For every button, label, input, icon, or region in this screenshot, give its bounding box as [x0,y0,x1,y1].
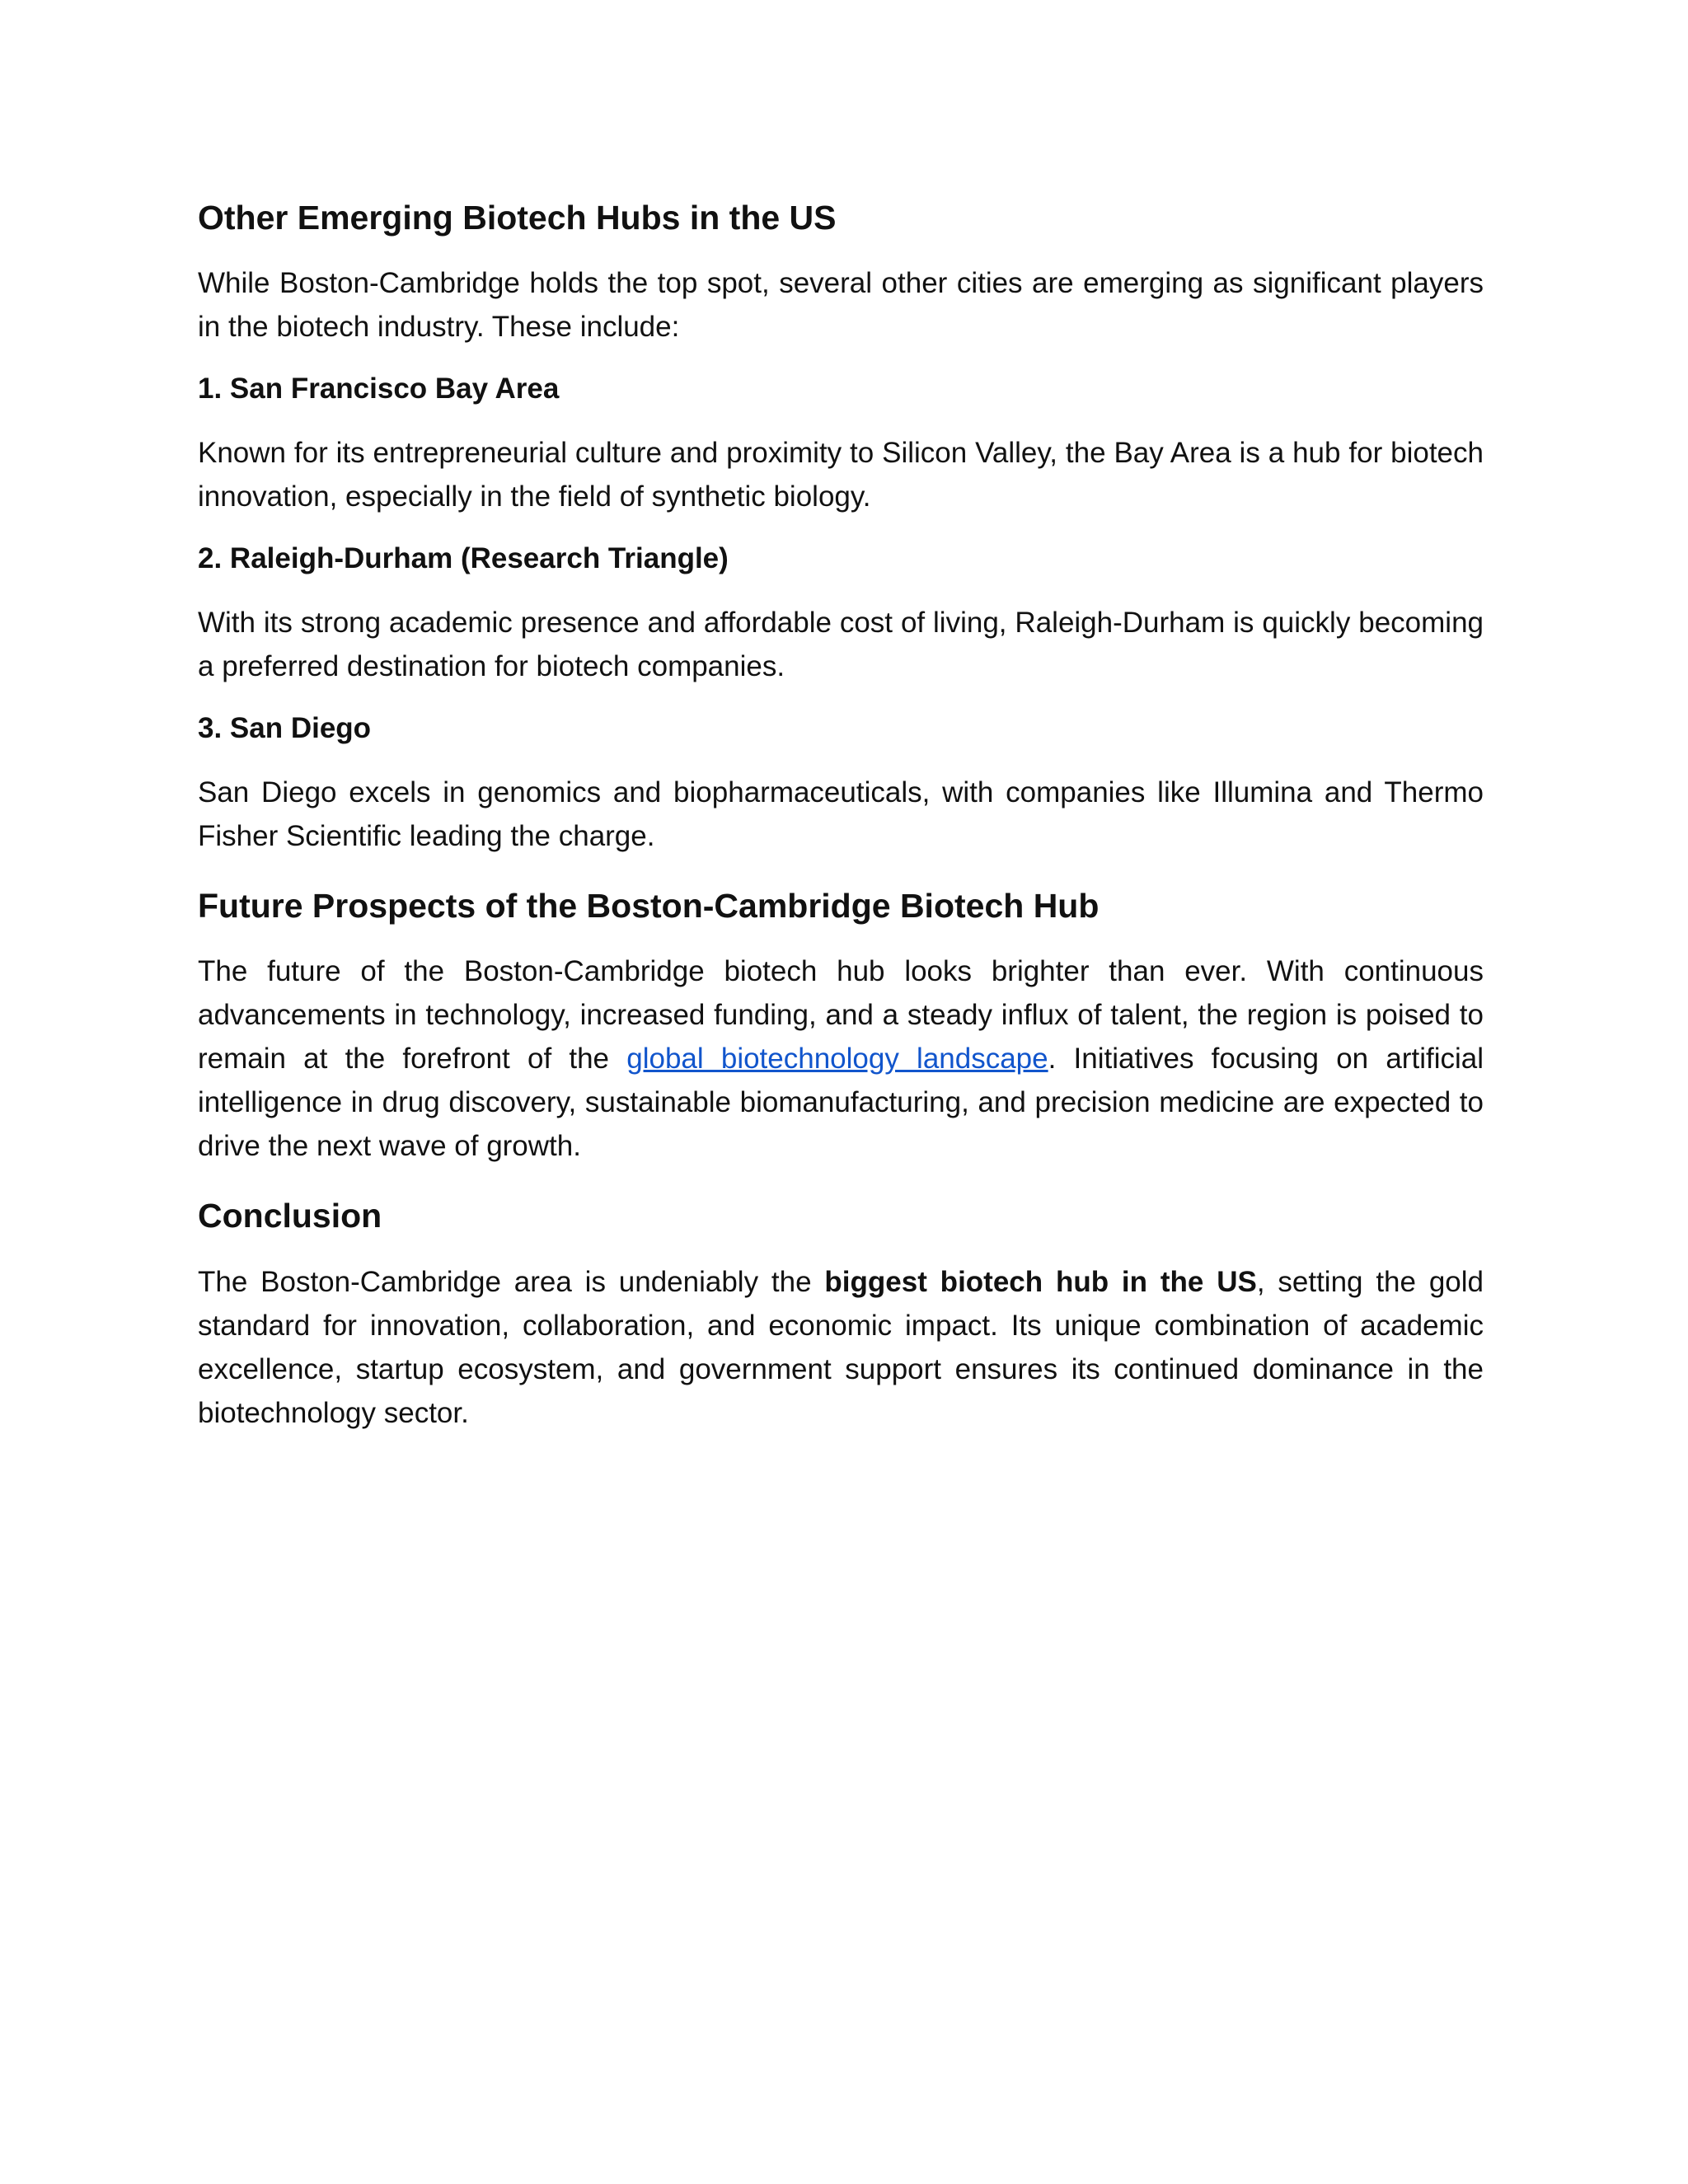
hub-3-title: 3. San Diego [198,712,372,745]
conclusion-text-before-bold: The Boston-Cambridge area is undeniably the [198,1265,825,1298]
conclusion-bold-phrase: biggest biotech hub in the US [824,1265,1257,1298]
future-text-after-link: . Initiatives focusing on artificial intelligence in drug discovery, sustainable biomanufacturing, and precision medicine are expected to drive the next wave of growth. [198,1043,1484,1163]
hub-1-title: 1. San Francisco Bay Area [198,373,560,405]
hub-2-text: With its strong academic presence and affordable cost of living, Raleigh-Durham is quickly becoming a preferred destination for biotech companies. [198,607,1484,683]
conclusion-heading: Conclusion [198,1197,382,1235]
future-text-before-link: The future of the Boston-Cambridge biotech hub looks brighter than ever. With continuous advancements in technology, increased funding, and a steady influx of talent, the region is poised to remain at the forefront of the [198,955,1484,1076]
emerging-hubs-heading: Other Emerging Biotech Hubs in the US [198,199,837,237]
future-prospects-heading: Future Prospects of the Boston-Cambridge Biotech Hub [198,887,1100,926]
conclusion-text-after-bold: , setting the gold standard for innovation, collaboration, and economic impact. Its unique combination of academic excellence, startup ecosystem, and government support ensures its continued dominance in the biotechnology sector. [198,1265,1484,1429]
emerging-hubs-intro: While Boston-Cambridge holds the top spot, several other cities are emerging as significant players in the biotech industry. These include: [198,267,1484,344]
conclusion-paragraph [198,1260,1484,1435]
future-prospects-paragraph [198,949,1484,1168]
document-page [198,198,1484,1458]
global-biotechnology-landscape-link[interactable]: global biotechnology landscape [626,1043,1048,1076]
hub-2-title: 2. Raleigh-Durham (Research Triangle) [198,542,729,575]
hub-1-text: Known for its entrepreneurial culture and proximity to Silicon Valley, the Bay Area is a hub for biotech innovation, especially in the field of synthetic biology. [198,437,1484,513]
hub-3-text: San Diego excels in genomics and biopharmaceuticals, with companies like Illumina and Thermo Fisher Scientific leading the charge. [198,776,1484,853]
